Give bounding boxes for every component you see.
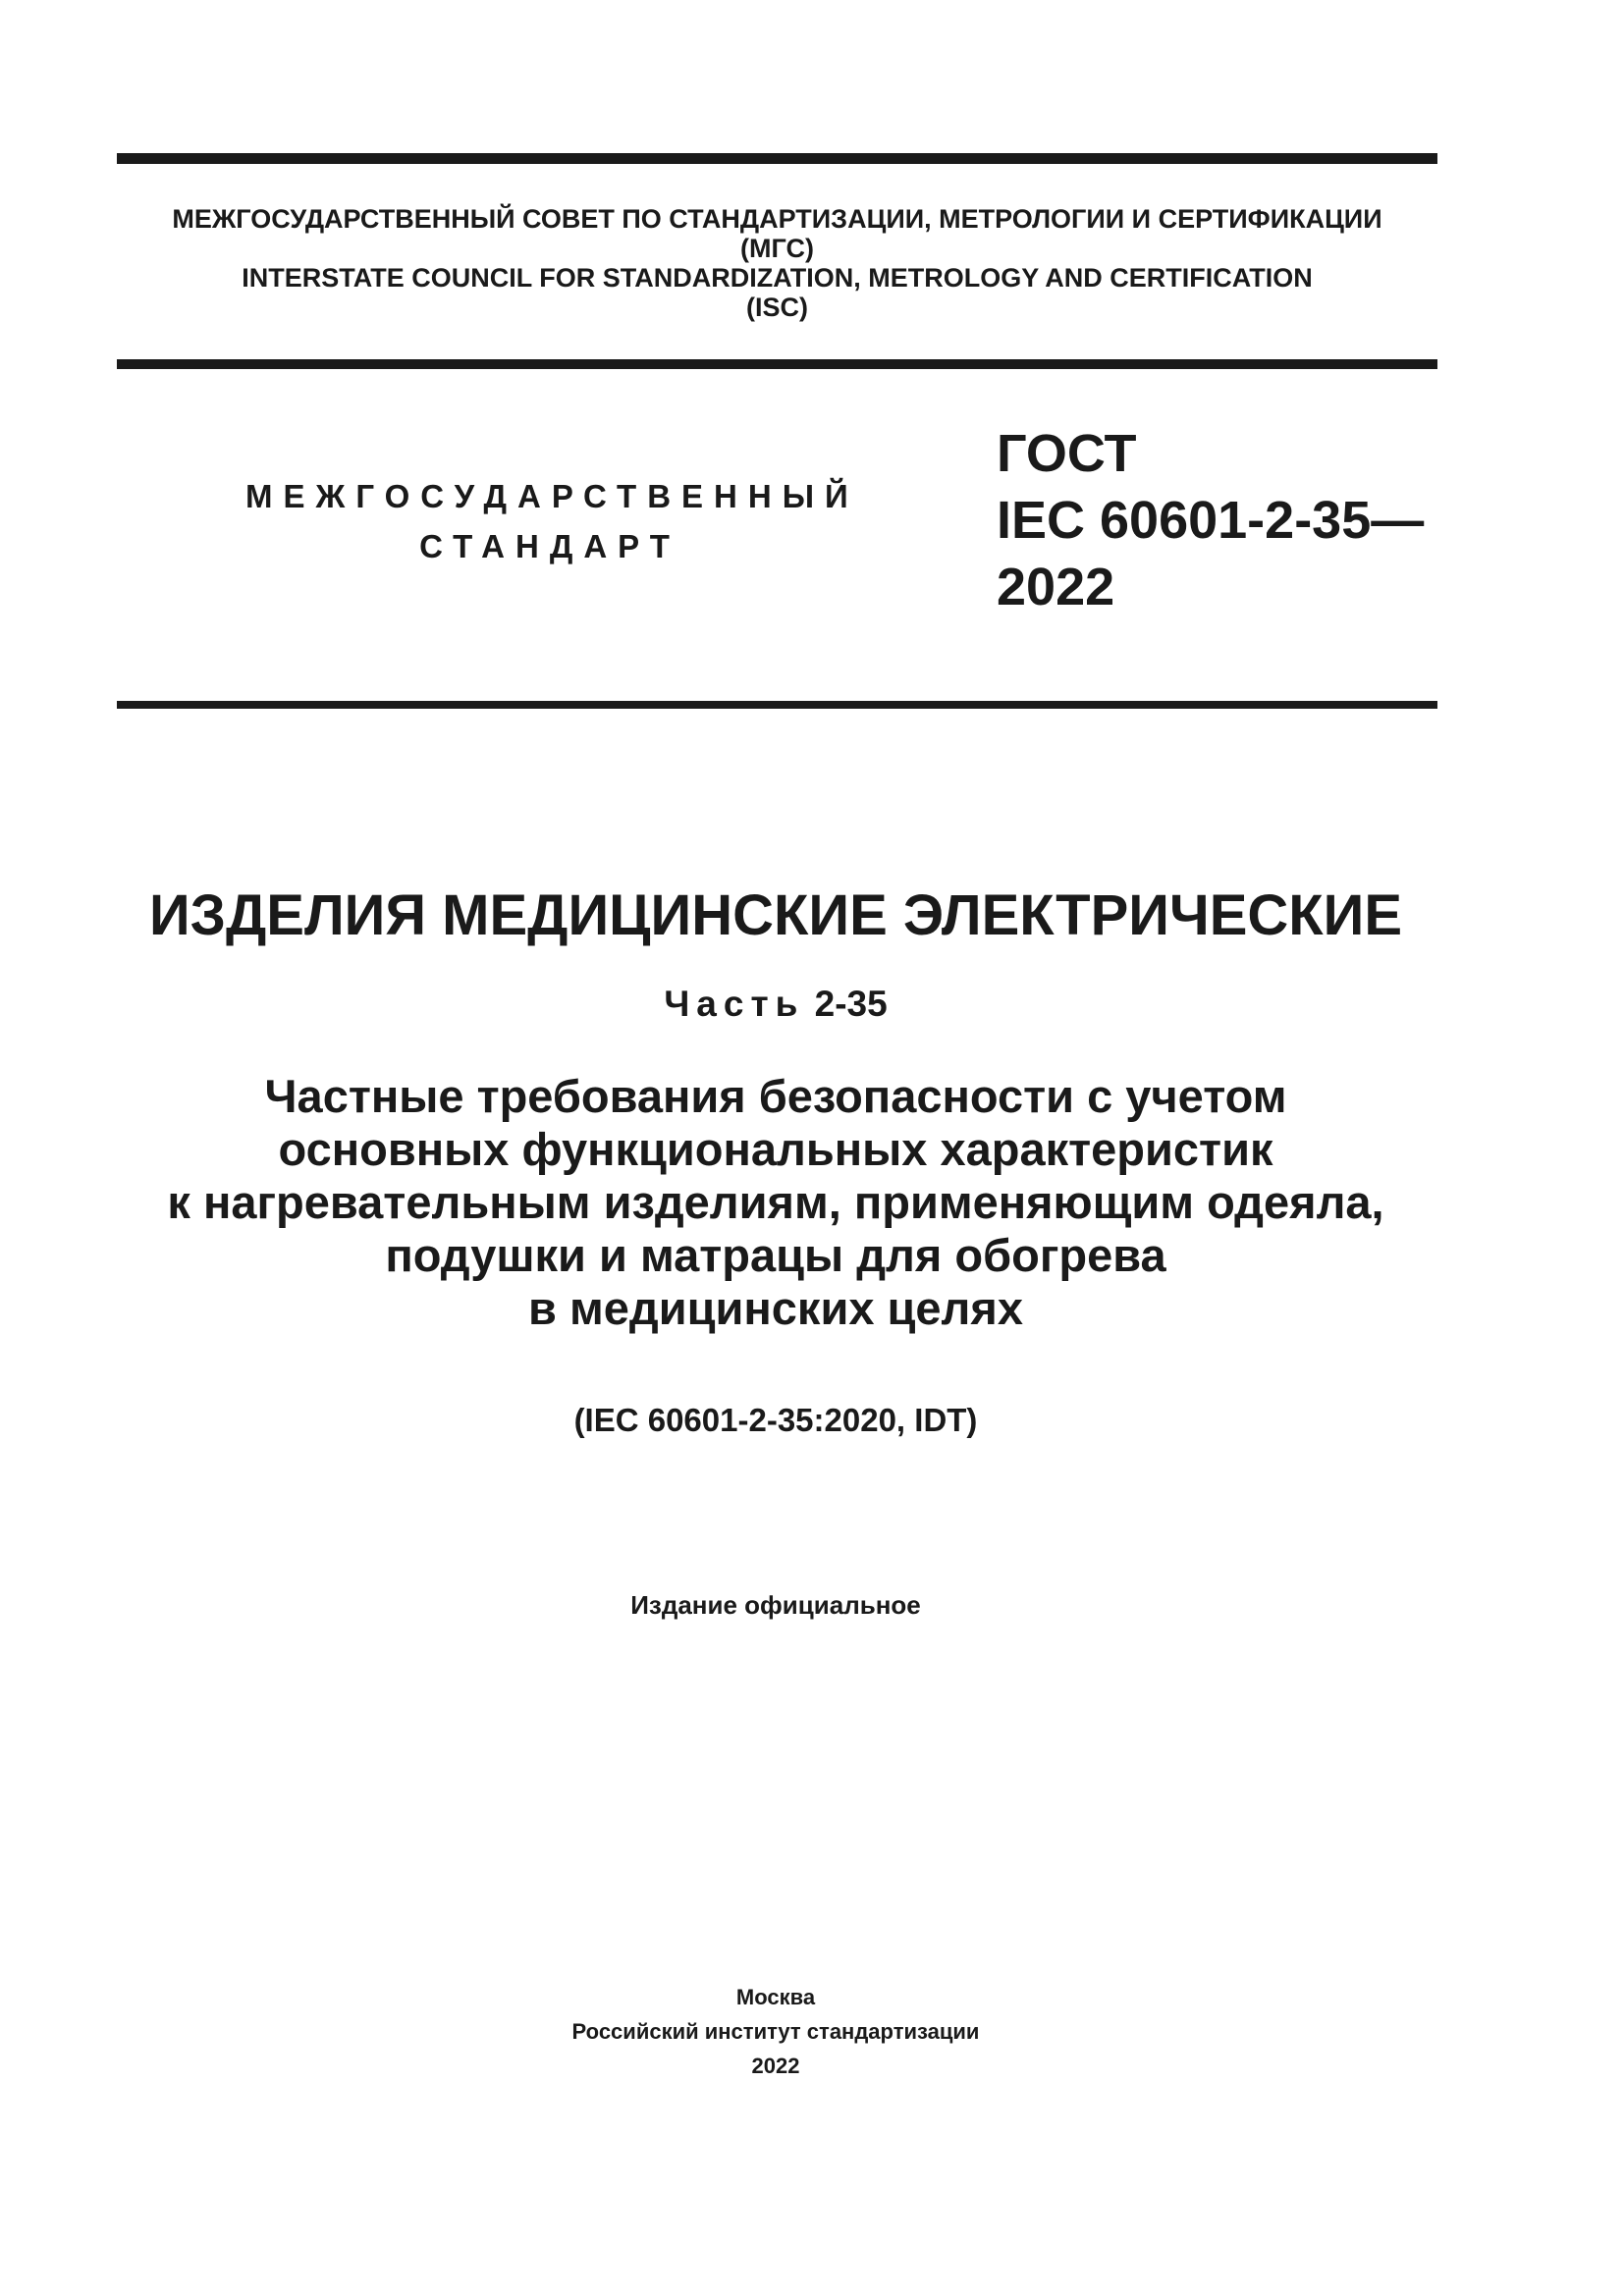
- council-name-en: INTERSTATE COUNCIL FOR STANDARDIZATION, METROLOGY AND CERTIFICATION: [242, 263, 1313, 293]
- subtitle-line: основных функциональных характеристик: [278, 1123, 1273, 1175]
- standard-kind: [245, 471, 859, 571]
- edition-note: Издание официальное: [630, 1590, 921, 1620]
- standard-kind-line2: СТАНДАРТ: [419, 528, 680, 564]
- subtitle-line: подушки и матрацы для обогрева: [385, 1229, 1166, 1281]
- header-divider: [117, 359, 1437, 369]
- gost-year: 2022: [997, 558, 1115, 616]
- council-abbr-en: (ISC): [746, 293, 808, 322]
- standard-kind-line1: МЕЖГОСУДАРСТВЕННЫЙ: [245, 478, 859, 514]
- imprint-year: 2022: [751, 2054, 800, 2078]
- council-header: [117, 204, 1437, 322]
- imprint-city: Москва: [735, 1985, 816, 2009]
- gost-label: ГОСТ: [997, 424, 1137, 483]
- council-abbr-ru: (МГС): [740, 234, 814, 263]
- imprint-publisher: Российский институт стандартизации: [571, 2019, 980, 2044]
- gost-designation: [997, 420, 1448, 620]
- document-subtitle: [0, 1070, 1551, 1335]
- subtitle-line: к нагревательным изделиям, применяющим одеяла,: [167, 1176, 1384, 1228]
- document-title: ИЗДЕЛИЯ МЕДИЦИНСКИЕ ЭЛЕКТРИЧЕСКИЕ: [148, 883, 1403, 947]
- imprint: [0, 1980, 1551, 2083]
- part-heading: [0, 982, 1551, 1027]
- part-number: 2-35: [814, 984, 888, 1024]
- subtitle-line: в медицинских целях: [528, 1282, 1023, 1334]
- part-word: Часть: [664, 984, 805, 1024]
- designation-divider: [117, 701, 1437, 709]
- gost-number: IEC 60601-2-35—: [997, 491, 1425, 550]
- subtitle-line: Частные требования безопасности с учетом: [264, 1070, 1287, 1122]
- top-rule: [117, 153, 1437, 164]
- identical-reference: (IEC 60601-2-35:2020, IDT): [573, 1402, 978, 1438]
- council-name-ru: МЕЖГОСУДАРСТВЕННЫЙ СОВЕТ ПО СТАНДАРТИЗАЦИИ, МЕТРОЛОГИИ И СЕРТИФИКАЦИИ: [172, 204, 1382, 234]
